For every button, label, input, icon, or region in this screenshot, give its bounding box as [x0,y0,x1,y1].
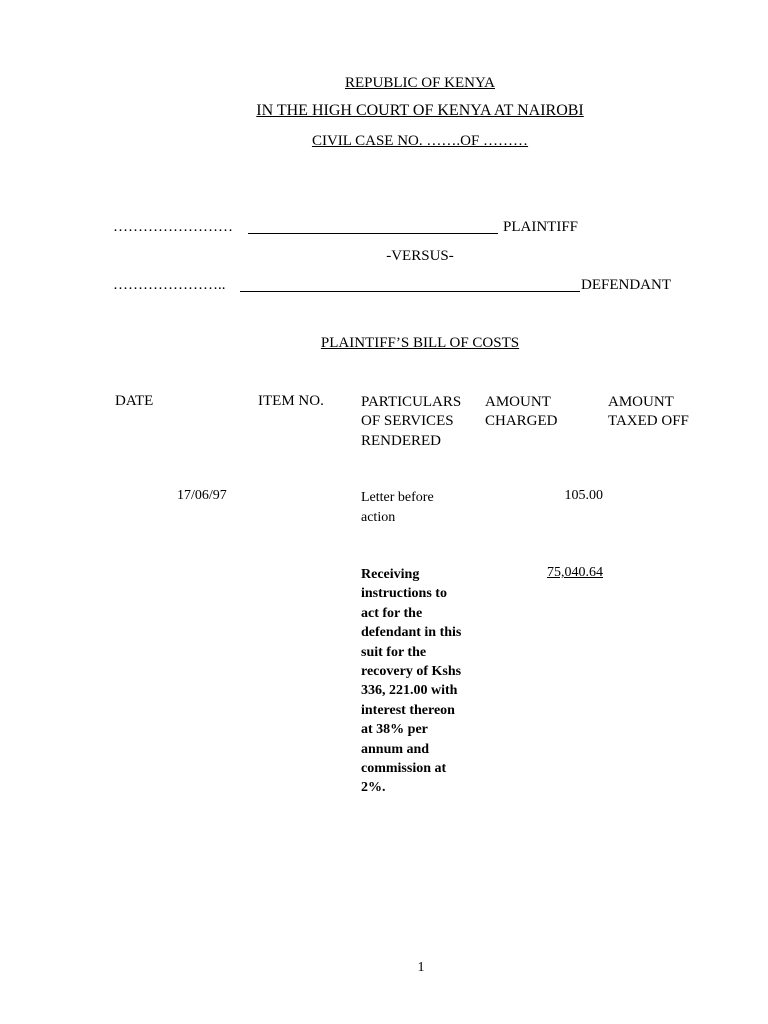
republic-heading: REPUBLIC OF KENYA [344,75,495,91]
row2-particulars-line: at 38% per [361,722,428,738]
row2-particulars-line: recovery of Kshs [361,664,462,680]
row2-particulars-line: interest thereon [361,702,455,718]
header-amount-charged-line1: AMOUNT [485,394,551,410]
row2-particulars [361,565,461,798]
bill-title: PLAINTIFF’S BILL OF COSTS [320,335,520,351]
row2-particulars-line: Receiving [361,567,420,582]
header-item-no: ITEM NO. [258,393,324,409]
defendant-dots: ………………….. [113,277,226,293]
header-date: DATE [115,393,154,409]
row2-particulars-line: suit for the [361,644,427,660]
header-amount-taxed [608,393,689,432]
header-amount-charged-line2: CHARGED [485,413,558,430]
row1-date: 17/06/97 [177,488,227,503]
row1-particulars-line1: Letter before [361,490,434,505]
court-heading: IN THE HIGH COURT OF KENYA AT NAIROBI [256,102,584,119]
plaintiff-dots: …………………… [113,219,233,235]
header-amount-taxed-line2: TAXED OFF [608,413,689,430]
plaintiff-label: PLAINTIFF [503,219,579,235]
header-particulars [361,393,461,451]
row2-particulars-line: annum and [361,741,430,757]
header-amount-taxed-line1: AMOUNT [608,394,674,410]
plaintiff-line [248,233,498,234]
case-number: CIVIL CASE NO. …….OF ……… [311,133,529,149]
row2-particulars-line: act for the [361,605,423,621]
row2-particulars-line: 336, 221.00 with [361,683,458,699]
header-particulars-line3: RENDERED [361,432,441,449]
row2-particulars-line: defendant in this [361,625,462,641]
row2-amount: 75,040.64 [547,565,603,580]
versus-label: -VERSUS- [386,248,454,264]
row2-particulars-line: instructions to [361,586,447,602]
header-particulars-line2: OF SERVICES [361,413,454,430]
row2-particulars-line: 2%. [361,780,386,796]
header-particulars-line1: PARTICULARS [361,394,462,410]
page-number: 1 [417,960,425,975]
row1-amount: 105.00 [564,488,603,503]
row2-particulars-line: commission at [361,761,447,777]
row1-particulars [361,488,434,528]
row1-particulars-line2: action [361,510,396,525]
header-amount-charged [485,393,558,432]
defendant-line [240,291,580,292]
defendant-label: DEFENDANT [581,277,671,293]
